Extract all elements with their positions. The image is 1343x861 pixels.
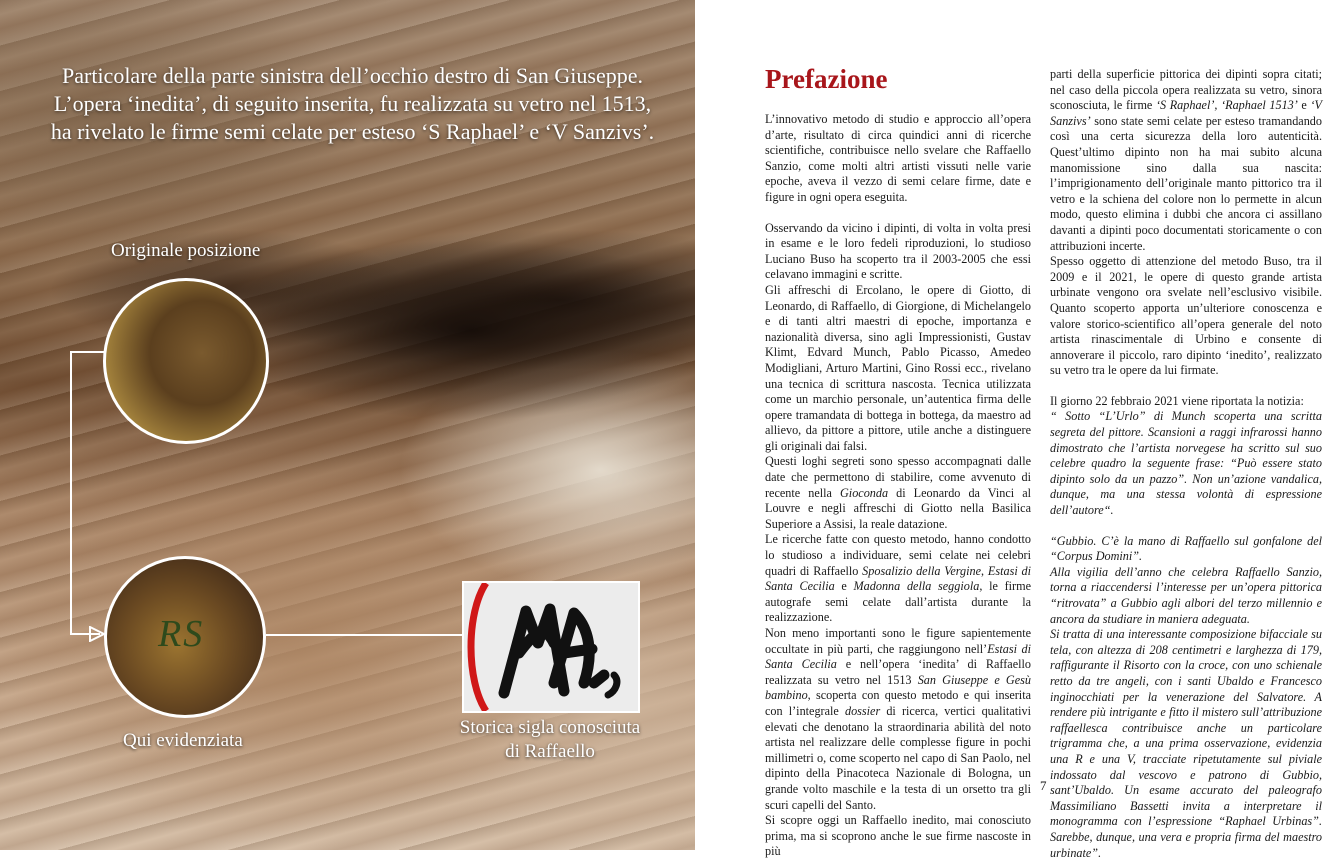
connector-line-signature xyxy=(266,634,464,636)
label-original-position: Originale posizione xyxy=(111,240,261,261)
text-run-italic: San Giuseppe e Gesù bambino xyxy=(765,672,1031,703)
text-run: Le ricerche fatte con questo metodo, hanno condotto lo studioso a individuare, semi celate nei celebri quadri di Raffaello xyxy=(765,532,1031,578)
text-run-italic: Sposalizio della Vergine xyxy=(862,563,982,578)
text-run: Non meno importanti sono le figure sapientemente occultate in più parti, che raggiungono nell’ xyxy=(765,626,1031,656)
text-run: e xyxy=(1297,98,1311,113)
text-run: parti della superficie pittorica dei dipinti sopra citati; nel caso della piccola opera realizzata su vetro, sinora sconosciuta, le firme xyxy=(1050,67,1322,113)
connector-line-top xyxy=(70,351,104,353)
text-run: e nell’opera ‘inedita’ di Raffaello realizzata su vetro nel 1513 xyxy=(765,657,1031,687)
sig-caption-line-2: di Raffaello xyxy=(505,741,595,762)
label-highlighted: Qui evidenziata xyxy=(123,730,243,751)
text-run: , le firme autografe semi celate dall’artista durante la realizzazione. xyxy=(765,579,1031,625)
caption-line-3: ha rivelato le firme semi celate per esteso ‘S Raphael’ e ‘V Sanzivs’. xyxy=(50,119,655,144)
text-run-italic: ‘V Sanzivs’ xyxy=(1050,98,1322,128)
paragraph xyxy=(765,532,1031,626)
connector-line-vertical xyxy=(70,351,72,635)
historical-signature-image xyxy=(462,581,640,713)
quote-gubbio-p1: Alla vigilia dell’anno che celebra Raffaello Sanzio, torna a riaccendersi l’interesse per un’opera pittorica “ritrovata” a Gubbio agli albori del terzo millennio e ancora da studiare in maniera adeguata. xyxy=(1050,564,1322,626)
quote-munch: “ Sotto “L’Urlo” di Munch scoperta una scritta segreta del pittore. Scansioni a raggi infrarossi hanno dimostrato che l’artista norvegese ha scritto sul suo celebre quadro la seguente frase: “Può essere stato dipinto solo da un pazzo”. Non un’azione vandalica, dunque, ma una stessa volontà di espressione dell’autore“. xyxy=(1050,409,1322,518)
monogram-rs: RS xyxy=(158,613,205,655)
paragraph: Spesso oggetto di attenzione del metodo Buso, tra il 2009 e il 2021, le opere di questo grande artista urbinate vengono ora svelate nell’esclusivo visibile. Quanto scoperto apporta un’ulteriore conoscenza e valore storico-scientifico all’opera generale del noto artista rinascimentale di Urbino e consente di annoverare il piccolo, raro dipinto ‘inedito’, realizzato su vetro tra le opere da lui firmate. xyxy=(1050,254,1322,378)
text-run: , scoperta con questo metodo e qui inserita con l’integrale xyxy=(765,688,1031,718)
text-run: di ricerca, vertici qualitativi elevati che denotano la straordinaria abilità del noto artista nel realizzare delle complesse figure in pochi millimetri o, come scoperto nel capo di San Paolo, nel dipinto della Pinacoteca Nazionale di Bologna, un grande volto maschile e la testa di un orsetto tra gli scuri capelli del Santo. xyxy=(765,703,1031,812)
text-run-italic: ‘S Raphael’, ‘Raphael 1513’ xyxy=(1155,98,1298,113)
text-column-left xyxy=(765,112,1031,860)
text-run: e xyxy=(834,579,854,594)
paragraph: Il giorno 22 febbraio 2021 viene riportata la notizia: xyxy=(1050,393,1304,408)
text-run-italic: Estasi di Santa Cecilia xyxy=(765,563,1031,594)
signature-caption xyxy=(440,716,660,764)
paragraph: L’innovativo metodo di studio e approccio all’opera d’arte, risultato di circa quindici anni di ricerche scientifiche, contribuisce nello svelare che Raffaello Sanzio, come molti altri artisti vissuti nelle varie epoche, aveva il vezzo di semi celare firme, date e figure in ogni opera eseguita. xyxy=(765,112,1031,204)
text-run: di Leonardo da Vinci al Louvre e negli affreschi di Giotto nella Basilica Superiore a Assisi, la reale datazione. xyxy=(765,485,1031,531)
text-run: , xyxy=(981,563,988,578)
paragraph xyxy=(765,454,1031,532)
preface-page xyxy=(695,0,1343,860)
text-run-italic: Estasi di Santa Cecilia xyxy=(765,641,1031,672)
text-run: sono state semi celate per esteso tramandando così una certa sicurezza della loro autenticità. Quest’ultimo dipinto non ha mai subito alcuna manomissione sino dalla sua nascita: l’imprigionamento dell’originale manto pittorico tra il vetro e la schiena del colore non lo permette in alcun modo, questo elimina i dubbi che ancora ci assillano davanti a dipinti poco documentati storicamente o con attribuzioni incerte. xyxy=(1050,113,1322,253)
original-position-circle xyxy=(103,278,269,444)
text-run-italic: Gioconda xyxy=(840,485,889,500)
painting-caption xyxy=(40,62,665,146)
paragraph xyxy=(1050,67,1322,254)
text-run-italic: dossier xyxy=(844,703,881,718)
sig-caption-line-1: Storica sigla conosciuta xyxy=(459,717,641,738)
page-title: Prefazione xyxy=(765,64,888,94)
text-run: Questi loghi segreti sono spesso accompagnati dalle date che permettono di stabilire, come avvenuto di recente nella xyxy=(765,454,1031,500)
text-column-right xyxy=(1050,67,1322,861)
quote-gubbio-p2: Si tratta di una interessante composizione bifacciale su tela, con altezza di 208 centimetri e larghezza di 179, raffigurante il Risorto con la croce, con uno schienale retto da tre angeli, con i santi Ubaldo e Francesco inginocchiati per la venerazione del Salvatore. A rendere più intrigante e fitto il mistero sull’attribuzione raffaellesca contribuisce anche un particolare trigramma che, a una prima osservazione, evidenzia una R e una V, tracciate ripetutamente sul piviale indossato dal vescovo e patrono di Gubbio, sant’Ubaldo. Un esame accurato del paleografo Massimiliano Bassetti invita a interpretare il monogramma con l’espressione “Raphael Urbinas”. Sarebbe, dunque, una vera e propria firma del maestro urbinate”. xyxy=(1050,627,1322,860)
raffaello-signature-icon xyxy=(464,583,638,711)
paragraph xyxy=(765,626,1031,813)
page-number: 7 xyxy=(1040,778,1047,793)
text-run-italic: Madonna della seggiola xyxy=(853,579,980,594)
quote-gubbio-title: “Gubbio. C’è la mano di Raffaello sul gonfalone del “Corpus Domini”. xyxy=(1050,533,1322,564)
caption-line-1: Particolare della parte sinistra dell’occhio destro di San Giuseppe. xyxy=(62,63,643,88)
caption-line-2: L’opera ‘inedita’, di seguito inserita, fu realizzata su vetro nel 1513, xyxy=(53,91,652,116)
paragraph: Si scopre oggi un Raffaello inedito, mai conosciuto prima, ma si scoprono anche le sue firme nascoste in più xyxy=(765,813,1031,859)
paragraph: Osservando da vicino i dipinti, di volta in volta presi in esame e le loro fedeli riproduzioni, lo studioso Luciano Buso ha scoperto tra il 2003-2005 che essi celavano immagini e scritte. xyxy=(765,220,1031,282)
paragraph: Gli affreschi di Ercolano, le opere di Giotto, di Leonardo, di Raffaello, di Giorgione, di Michelangelo e di tanti altri maestri di epoche, importanza e nazionalità diversa, sino agli Impressionisti, Gustav Klimt, Edvard Munch, Pablo Picasso, Amedeo Modigliani, Arturo Martini, Gino Rossi ecc., rivelano una tecnica di scrittura nascosta. Tecnica utilizzata come un marchio personale, un’autentica firma delle opere tramandata di bottega in bottega, da maestro ad allievo, da pittore a pittore, utile anche a distinguere gli originali dai falsi. xyxy=(765,282,1031,453)
